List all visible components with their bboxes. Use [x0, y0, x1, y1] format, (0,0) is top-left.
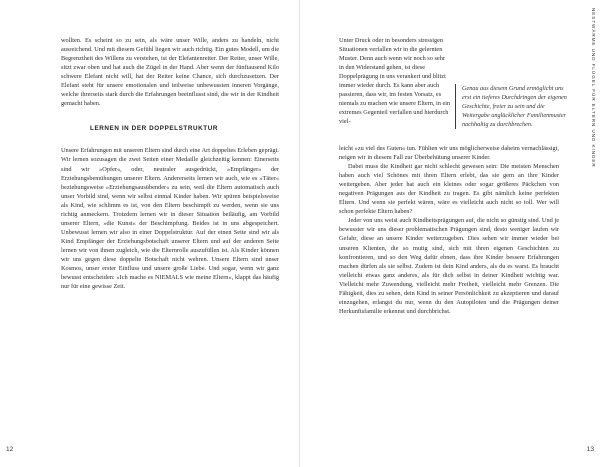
pull-quote-text: Genau aus diesem Grund ermöglicht uns erst ein tieferes Durchdringen der eigenen Geschichte, freier zu sein und die Weitergabe unglücklicher Familienmuster nachhaltig zu durchbrechen.: [462, 85, 567, 129]
right-paragraph-3: Dabei muss die Kindheit gar nicht schlecht gewesen sein: Die meisten Menschen haben auch viel Schönes mit ihren Eltern erlebt, das sie gern an ihre Kinder weitergeben. Aber jeder hat auch ein kleines oder sogar größeres Päckchen von negativen Prägungen aus der Kindheit zu tragen. Es gibt nämlich keine perfekten Eltern. Und wenn sie perfekt wären, wäre es vielleicht auch nicht so toll. Wer will schon perfekte Eltern haben?: [339, 163, 559, 216]
page-number-right: 13: [586, 446, 594, 453]
right-paragraph-4: Jeder von uns weist auch Kindheitsprägungen auf, die nicht so günstig sind. Und je bewusster wir uns dieser problematischen Prägungen sind, desto weniger laufen wir Gefahr, diese an unsere Kinder weiterzugeben. Dies sehen wir immer wieder bei unseren Klienten, die so mutig sind, sich mit ihren eigenen Geschichten zu konfrontieren, und so den Weg dafür ebnen, dass ihre Kinder bessere Erfahrungen machen dürfen als sie selbst. Zudem ist dein Kind anders, als du es warst. Es braucht vielleicht etwas ganz anderes, als für dich selbst in deiner Kindheit wichtig war. Vielleicht mehr Zuwendung, vielleicht mehr Freiheit, vielleicht mehr Grenzen. Die Fähigkeit, dies zu sehen, dein Kind in seiner Persönlichkeit zu akzeptieren und darauf einzugehen, erlangst du nur, wenn du den Autopiloten und die Prägungen deiner Herkunftsfamilie erkennst und durchbrichst.: [339, 217, 559, 315]
running-head: NESTWÄRME UND FLÜGEL FÜR ELTERN UND KINDER: [591, 8, 596, 168]
pull-quote: [455, 84, 568, 129]
page-number-left: 12: [6, 446, 14, 453]
right-page: [300, 0, 600, 467]
left-paragraph-2: Unsere Erfahrungen mit unseren Eltern sind durch eine Art doppeltes Erleben geprägt. Wir lernen sozusagen die zwei Seiten einer Medaille gleichzeitig kennen: Einerseits sind wir »Opfer«, oder, neutraler ausgedrückt, »Empfänger« der Erziehungsbemühungen unserer Eltern. Andererseits lernen wir auch, wie es »Täter« beziehungsweise »Erziehungsausübender« zu sein, weil die Eltern automatisch auch unser Vorbild sind, wenn wir selbst einmal Kinder haben. Wir spüren beispielsweise als Kind, wie schlimm es ist, von den Eltern beschimpft zu werden, wenn sie uns richtig anmeckern. Trotzdem lernen wir in dieser Situation beiläufig, am Vorbild unserer Eltern, »die Kunst« der Beschimpfung. Beides ist in uns abgespeichert. Unbewusst lernen wir also in einer Doppelstruktur. Auf der einen Seite sind wir als Kind Empfänger der Erziehungsbotschaft unserer Eltern und auf der anderen Seite lernen wir von ihnen zugleich, wie die Elternrolle auszufüllen ist. Als Kinder können wir uns gegen diese doppelte Botschaft nicht wehren. Unsere Eltern sind unser Kosmos, unser erster Einfluss und unsere große Liebe. Und sogar, wenn wir ganz bewusst entscheiden: »Ich mache es NIEMALS wie meine Eltern«, klappt das häufig nur für eine gewisse Zeit.: [61, 147, 279, 291]
right-page-body: [339, 144, 559, 316]
right-paragraph-2: leicht »zu viel des Guten« tun. Fühlten wir uns möglicherweise daheim vernachlässigt, neigen wir in diesem Fall zur Überbehütung unserer Kinder.: [339, 145, 559, 162]
right-paragraph-1: Unter Druck oder in besonders stressigen Situationen verfallen wir in die gelernten Muster. Denn auch wenn wir noch so sehr in den Widerstand gehen, ist diese Doppelprägung in uns verankert und blitzt immer wieder durch. Es kann aber auch passieren, dass wir, im festen Vorsatz, es niemals zu machen wie unsere Eltern, in ein extremes Gegenteil verfallen und hierdurch viel-: [339, 37, 451, 126]
right-page-narrow-text: [339, 36, 451, 126]
section-heading: LERNEN IN DER DOPPELSTRUKTUR: [90, 125, 219, 133]
left-page-body: [61, 36, 279, 291]
left-paragraph-1: wollten. Es scheint so zu sein, als wäre unser Wille, anders zu handeln, nicht ausreichend. Und mit diesem Gefühl liegen wir auch richtig. Ein gutes Modell, um die Begrenztheit des Willens zu verstehen, ist der Elefantenreiter. Der Reiter, unser Wille, sitzt zwar oben und hat auch die Zügel in der Hand. Aber wenn der fünftausend Kilo schwere Elefant nicht will, hat der Reiter keine Chance, sich durchzusetzen. Der Elefant steht für unsere emotionalen und teilweise unbewussten inneren Vorgänge, welche ihrerseits stark durch die Erfahrungen beeinflusst sind, die wir in der Kindheit gemacht haben.: [61, 37, 279, 108]
